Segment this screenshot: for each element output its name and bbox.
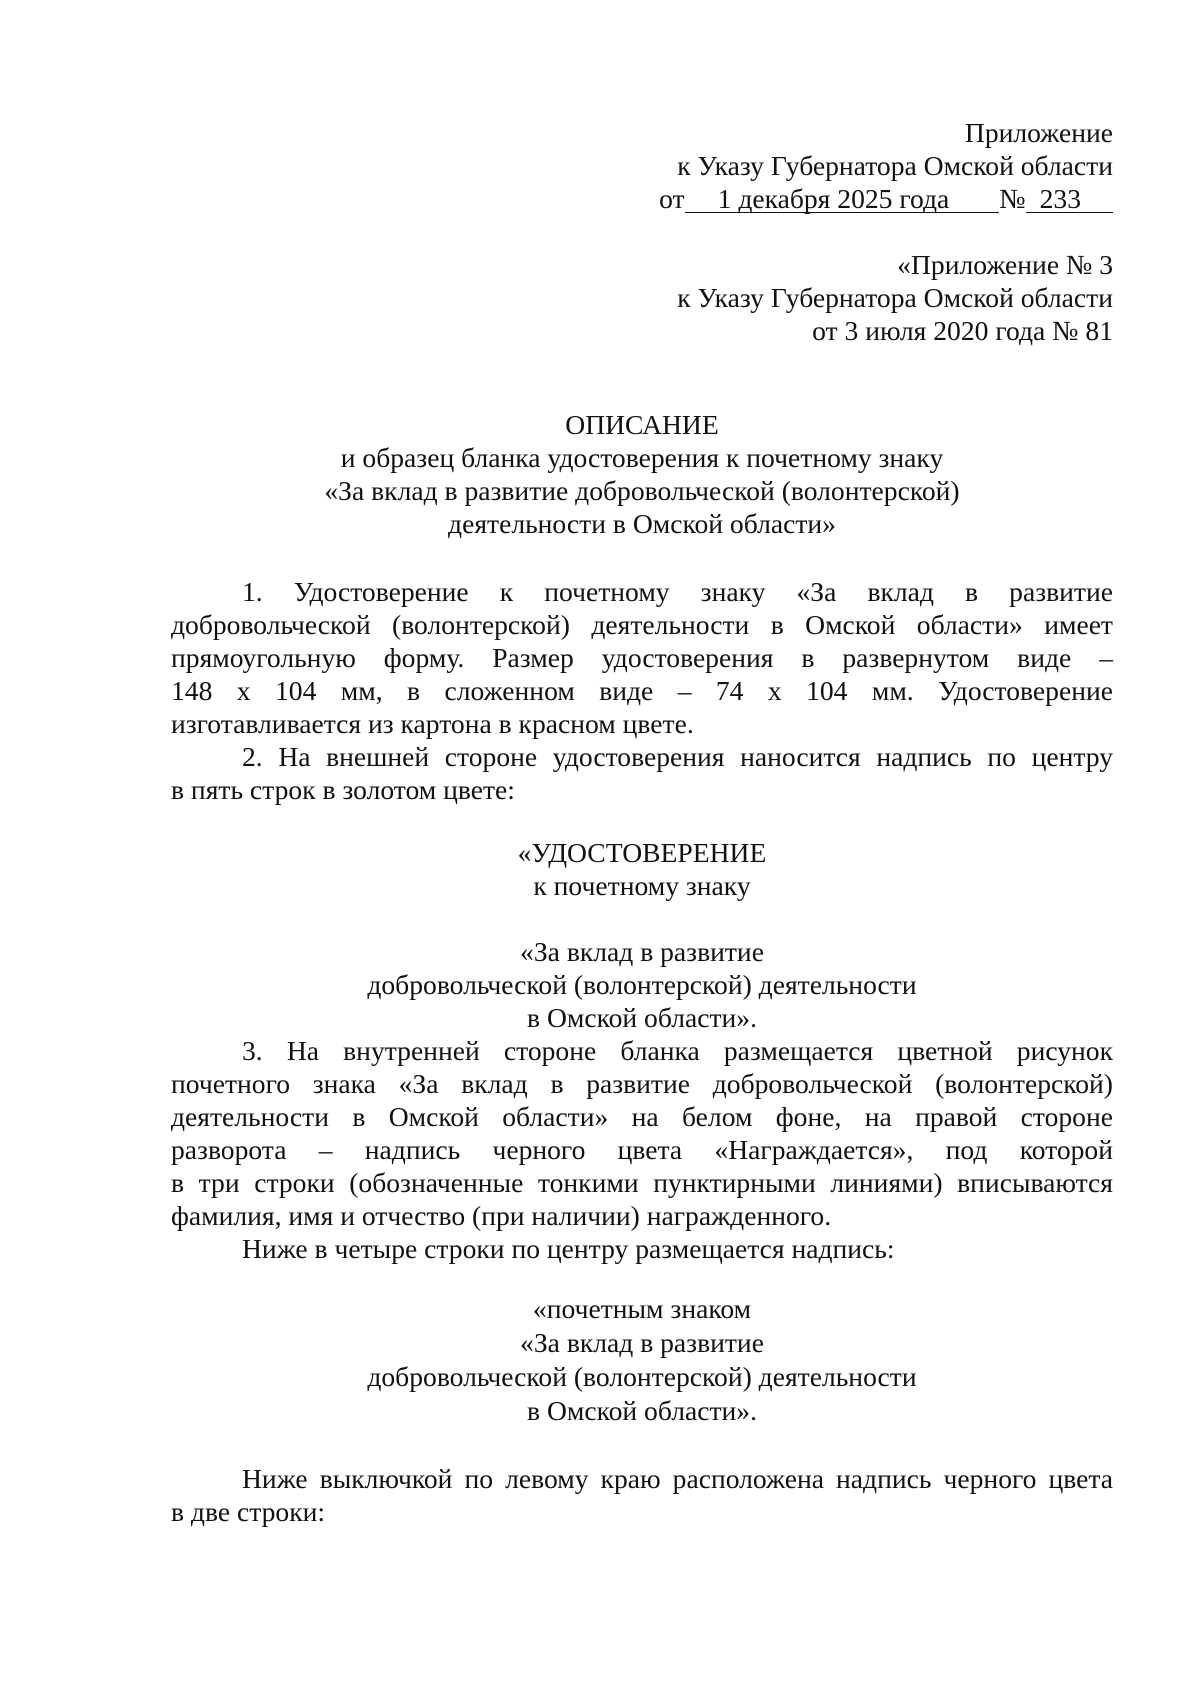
paragraph-line: изготавливается из картона в красном цвете. bbox=[171, 708, 694, 739]
appendix-date-line bbox=[171, 182, 1113, 215]
paragraph-line: Ниже в четыре строки по центру размещается надпись: bbox=[242, 1233, 895, 1264]
outer-inscription-bottom bbox=[171, 935, 1113, 1034]
inscription-line: добровольческой (волонтерской) деятельности bbox=[367, 969, 917, 1000]
decree-date: 1 декабря 2025 года bbox=[685, 186, 1000, 213]
paragraph-line: добровольческой (волонтерской) деятельности в Омской области» имеет bbox=[171, 609, 1113, 640]
previous-appendix-date: от 3 июля 2020 года № 81 bbox=[812, 315, 1113, 346]
paragraph-line: фамилия, имя и отчество (при наличии) награжденного. bbox=[171, 1200, 832, 1231]
document-title bbox=[171, 408, 1113, 540]
inner-inscription bbox=[171, 1292, 1113, 1428]
inscription-line: «За вклад в развитие bbox=[520, 1327, 764, 1358]
title-subtitle-line: деятельности в Омской области» bbox=[448, 508, 836, 539]
paragraph-2 bbox=[171, 740, 1113, 806]
paragraph-line: в две строки: bbox=[171, 1496, 326, 1527]
previous-appendix-decree-ref: к Указу Губернатора Омской области bbox=[677, 282, 1113, 313]
inscription-line: «почетным знаком bbox=[532, 1293, 752, 1324]
inscription-line: к почетному знаку bbox=[533, 870, 751, 901]
paragraph-line: 2. На внешней стороне удостоверения наносится надпись по центру bbox=[242, 741, 1113, 772]
paragraph-1 bbox=[171, 575, 1113, 740]
date-prefix: от bbox=[659, 183, 685, 214]
page-title: ОПИСАНИЕ bbox=[565, 409, 719, 440]
paragraph-line: разворота – надпись черного цвета «Награждается», под которой bbox=[171, 1134, 1113, 1165]
inscription-line: в Омской области». bbox=[527, 1395, 757, 1426]
inscription-line: добровольческой (волонтерской) деятельности bbox=[367, 1361, 917, 1392]
appendix-decree-ref: к Указу Губернатора Омской области bbox=[677, 150, 1113, 181]
title-subtitle-line: и образец бланка удостоверения к почетному знаку bbox=[340, 442, 944, 473]
appendix-label: Приложение bbox=[964, 117, 1113, 148]
paragraph-line: 3. На внутренней стороне бланка размещается цветной рисунок bbox=[242, 1035, 1113, 1066]
previous-appendix-label: «Приложение № 3 bbox=[897, 249, 1113, 280]
paragraph-line: Ниже выключкой по левому краю расположена надпись черного цвета bbox=[242, 1463, 1113, 1494]
previous-appendix-header bbox=[171, 248, 1113, 347]
paragraph-line: 1. Удостоверение к почетному знаку «За вклад в развитие bbox=[242, 576, 1113, 607]
paragraph-line: в пять строк в золотом цвете: bbox=[171, 774, 515, 805]
decree-number: 233 bbox=[1026, 186, 1113, 213]
paragraph-line: деятельности в Омской области» на белом фоне, на правой стороне bbox=[171, 1101, 1113, 1132]
paragraph-line: в три строки (обозначенные тонкими пунктирными линиями) вписываются bbox=[171, 1167, 1113, 1198]
inscription-line: в Омской области». bbox=[527, 1002, 757, 1033]
outer-inscription-top bbox=[171, 836, 1113, 902]
title-subtitle-line: «За вклад в развитие добровольческой (волонтерской) bbox=[324, 475, 960, 506]
paragraph-line: 148 х 104 мм, в сложенном виде – 74 х 104 мм. Удостоверение bbox=[171, 675, 1113, 706]
inscription-line: «УДОСТОВЕРЕНИЕ bbox=[517, 837, 767, 868]
paragraph-5 bbox=[171, 1462, 1113, 1528]
paragraph-3 bbox=[171, 1034, 1113, 1232]
appendix-header bbox=[171, 116, 1113, 215]
paragraph-4 bbox=[171, 1232, 1113, 1265]
paragraph-line: почетного знака «За вклад в развитие добровольческой (волонтерской) bbox=[171, 1068, 1113, 1099]
paragraph-line: прямоугольную форму. Размер удостоверения в развернутом виде – bbox=[171, 642, 1113, 673]
number-sign: № bbox=[999, 183, 1026, 214]
inscription-line: «За вклад в развитие bbox=[520, 936, 764, 967]
